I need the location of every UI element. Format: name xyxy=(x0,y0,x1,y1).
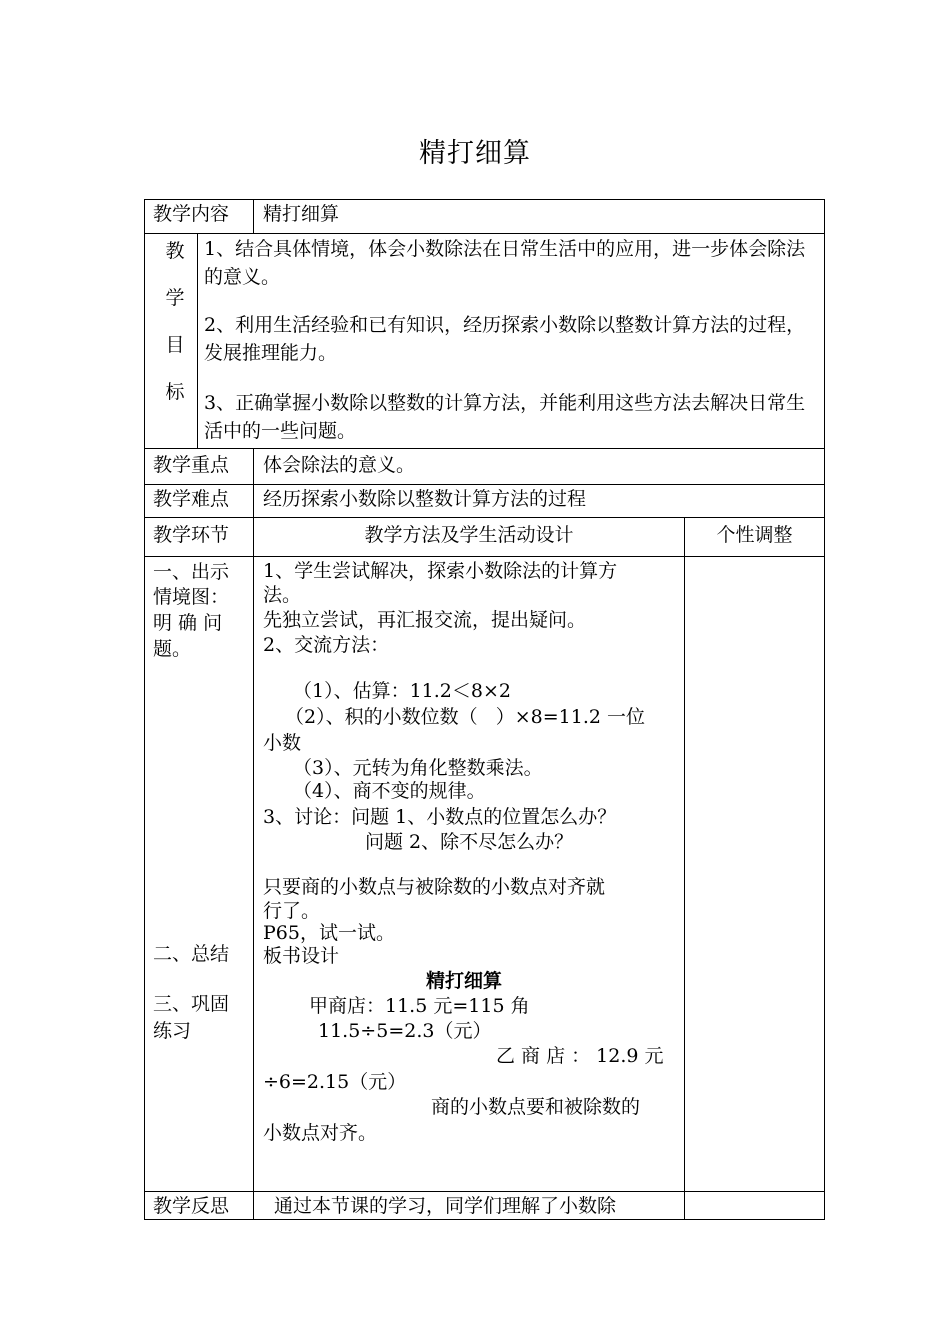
design-header: 教学方法及学生活动设计 xyxy=(364,524,574,546)
board-title: 精打细算 xyxy=(426,970,503,992)
content-label: 教学内容 xyxy=(153,203,230,225)
stage-1-line-3: 明 确 问 xyxy=(153,612,223,634)
activity-line-10: 3、讨论：问题 1、小数点的位置怎么办？ xyxy=(263,806,617,828)
activity-line-1: 1、学生尝试解决，探索小数除法的计算方 xyxy=(263,560,618,582)
adjust-header: 个性调整 xyxy=(716,524,793,546)
activity-line-13: 行了。 xyxy=(263,900,321,922)
lesson-plan-table xyxy=(144,199,825,1220)
goals-label-char-1: 教 xyxy=(165,240,185,262)
activity-line-14: P65，试一试。 xyxy=(263,922,395,944)
goal-item-1: 1、结合具体情境，体会小数除法在日常生活中的应用，进一步体会除法的意义。 xyxy=(204,238,806,288)
difficulty-label: 教学难点 xyxy=(153,488,230,510)
difficulty-value: 经历探索小数除以整数计算方法的过程 xyxy=(263,488,587,510)
activity-line-12: 只要商的小数点与被除数的小数点对齐就 xyxy=(263,876,606,898)
stage-1-line-1: 一、出示 xyxy=(153,561,230,583)
stage-3-line-1: 三、巩固 xyxy=(153,993,230,1015)
activity-line-5: （1）、估算：11.2＜8×2 xyxy=(293,680,511,702)
stage-header: 教学环节 xyxy=(153,524,230,546)
activity-line-6: （2）、积的小数位数（ ）×8=11.2 一位 xyxy=(285,706,645,728)
board-line-3: 乙 商 店 ： 12.9 元 xyxy=(496,1045,664,1067)
focus-value: 体会除法的意义。 xyxy=(263,454,416,476)
goals-label-char-3: 目 xyxy=(165,334,185,356)
stage-1-line-4: 题。 xyxy=(153,638,192,660)
board-line-1: 甲商店：11.5 元=115 角 xyxy=(309,995,530,1017)
activity-line-9: （4）、商不变的规律。 xyxy=(293,780,486,802)
goal-item-3: 3、正确掌握小数除以整数的计算方法，并能利用这些方法去解决日常生活中的一些问题。 xyxy=(204,392,806,442)
stage-2: 二、总结 xyxy=(153,943,230,965)
board-line-4: ÷6=2.15（元） xyxy=(263,1071,407,1093)
goal-item-2: 2、利用生活经验和已有知识，经历探索小数除以整数计算方法的过程，发展推理能力。 xyxy=(204,314,806,364)
stage-3-line-2: 练习 xyxy=(153,1020,192,1042)
reflection-value: 通过本节课的学习，同学们理解了小数除 xyxy=(274,1195,617,1217)
document-title: 精打细算 xyxy=(419,138,531,169)
reflection-label: 教学反思 xyxy=(153,1195,230,1217)
content-value: 精打细算 xyxy=(263,203,340,225)
activity-line-11: 问题 2、除不尽怎么办？ xyxy=(365,831,574,853)
focus-label: 教学重点 xyxy=(153,454,230,476)
activity-line-8: （3）、元转为角化整数乘法。 xyxy=(293,757,543,779)
activity-line-3: 先独立尝试，再汇报交流，提出疑问。 xyxy=(263,609,587,631)
goals-label-char-4: 标 xyxy=(165,381,185,403)
activity-line-15: 板书设计 xyxy=(263,945,340,967)
activity-line-2: 法。 xyxy=(263,584,302,606)
activity-line-7: 小数 xyxy=(263,732,302,754)
stage-1-line-2: 情境图： xyxy=(153,586,230,608)
board-line-6: 小数点对齐。 xyxy=(263,1122,378,1144)
board-line-5: 商的小数点要和被除数的 xyxy=(431,1096,641,1118)
goals-label-char-2: 学 xyxy=(165,287,185,309)
activity-line-4: 2、交流方法： xyxy=(263,634,390,656)
board-line-2: 11.5÷5=2.3（元） xyxy=(318,1020,492,1042)
